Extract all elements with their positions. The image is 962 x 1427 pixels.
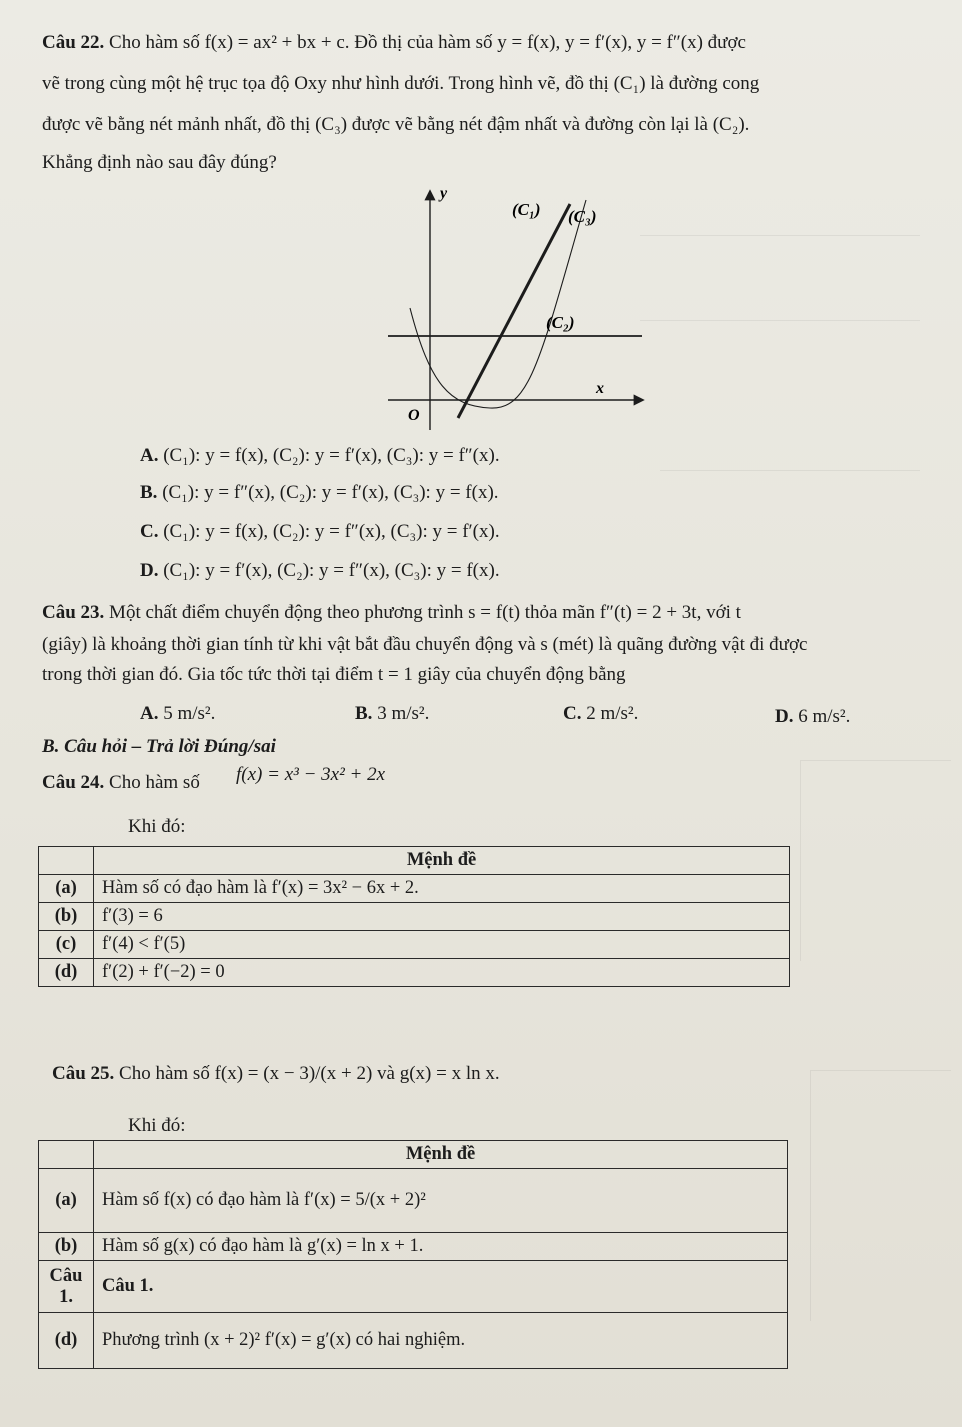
table-row[interactable] — [39, 875, 790, 903]
q22-option-a[interactable] — [140, 445, 500, 468]
q24-function: f(x) = x³ − 3x² + 2x — [236, 764, 386, 785]
c3-label: (C₃) — [568, 207, 597, 226]
table-row[interactable] — [39, 903, 790, 931]
option-text: 5 m/s². — [163, 703, 216, 724]
option-text: 3 m/s². — [377, 703, 430, 724]
q24-line1 — [42, 772, 200, 795]
y-axis-label: y — [440, 185, 448, 202]
option-label: C. — [563, 703, 582, 724]
q22-line1 — [42, 32, 746, 55]
row-text: Phương trình (x + 2)² f′(x) = g′(x) có hai nghiệm. — [94, 1313, 788, 1369]
x-axis-label: x — [596, 380, 604, 397]
row-text: f′(4) < f′(5) — [94, 931, 790, 959]
q24-khi-do: Khi đó: — [128, 816, 186, 837]
bleed-through-line — [810, 1070, 951, 1321]
table-row[interactable] — [39, 1233, 788, 1261]
q22-option-c[interactable] — [140, 521, 500, 544]
row-text: Hàm số có đạo hàm là f′(x) = 3x² − 6x + 2. — [94, 875, 790, 903]
q24-label: Câu 24. — [42, 772, 105, 793]
row-label: (b) — [39, 1233, 94, 1261]
q23-line3: trong thời gian đó. Gia tốc tức thời tại điểm t = 1 giây của chuyển động bằng — [42, 664, 626, 685]
table-header-blank — [39, 1141, 94, 1169]
option-text: (C₁): y = f(x), (C₂): y = f′(x), (C₃): y = f″(x). — [163, 445, 500, 466]
c1-label: (C₁) — [512, 200, 541, 219]
q23-text-1: Một chất điểm chuyển động theo phương trình s = f(t) thỏa mãn f″(t) = 2 + 3t, với t — [109, 602, 741, 623]
q22-option-b[interactable] — [140, 482, 499, 505]
table-header: Mệnh đề — [94, 1141, 788, 1169]
q23-option-d[interactable] — [775, 706, 850, 729]
q25-text-1: Cho hàm số f(x) = (x − 3)/(x + 2) và g(x) = x ln x. — [119, 1063, 500, 1084]
q24-intro: Cho hàm số — [109, 772, 200, 793]
row-label: (a) — [39, 1169, 94, 1233]
q23-line2: (giây) là khoảng thời gian tính từ khi vật bắt đầu chuyển động và s (mét) là quãng đường vật đi được — [42, 634, 808, 655]
c2-label: (C₂) — [546, 313, 575, 332]
q23-option-c[interactable] — [563, 703, 638, 726]
row-label: (c) — [39, 931, 94, 959]
q23-option-a[interactable] — [140, 703, 215, 726]
q25-label: Câu 25. — [52, 1063, 115, 1084]
option-label: A. — [140, 703, 159, 724]
q25-khi-do: Khi đó: — [128, 1115, 186, 1136]
option-label: A. — [140, 445, 159, 466]
row-label: Câu 1. — [39, 1261, 94, 1313]
row-label: (d) — [39, 959, 94, 987]
table-row[interactable] — [39, 1169, 788, 1233]
option-label: B. — [355, 703, 373, 724]
q24-table — [38, 846, 790, 987]
table-header-row — [39, 1141, 788, 1169]
curve-c3 — [458, 204, 570, 418]
bleed-through-line — [800, 760, 951, 961]
option-text: 6 m/s². — [798, 706, 851, 727]
q25-table — [38, 1140, 788, 1369]
option-label: D. — [140, 560, 159, 581]
q22-option-d[interactable] — [140, 560, 500, 583]
row-text: Câu 1. — [94, 1261, 788, 1313]
row-label: (a) — [39, 875, 94, 903]
option-label: B. — [140, 482, 158, 503]
option-text: 2 m/s². — [586, 703, 639, 724]
q22-graph — [380, 180, 650, 435]
q25-line1 — [52, 1063, 500, 1086]
option-text: (C₁): y = f′(x), (C₂): y = f″(x), (C₃): y = f(x). — [163, 560, 500, 581]
q23-label: Câu 23. — [42, 602, 105, 623]
table-header-blank — [39, 847, 94, 875]
option-text: (C₁): y = f(x), (C₂): y = f″(x), (C₃): y = f′(x). — [163, 521, 500, 542]
q22-label: Câu 22. — [42, 32, 105, 53]
q22-line3: được vẽ bằng nét mảnh nhất, đồ thị (C₃) được vẽ bằng nét đậm nhất và đường còn lại là (C₂). — [42, 114, 750, 135]
q22-text-1: Cho hàm số f(x) = ax² + bx + c. Đồ thị của hàm số y = f(x), y = f′(x), y = f″(x) được — [109, 32, 746, 53]
table-header: Mệnh đề — [94, 847, 790, 875]
row-label: (d) — [39, 1313, 94, 1369]
curve-c1 — [410, 200, 586, 408]
q23-line1 — [42, 602, 741, 625]
origin-label: O — [408, 407, 420, 424]
row-text: Hàm số f(x) có đạo hàm là f′(x) = 5/(x + 2)² — [94, 1169, 788, 1233]
row-text: f′(3) = 6 — [94, 903, 790, 931]
bleed-through-line — [660, 470, 920, 471]
option-text: (C₁): y = f″(x), (C₂): y = f′(x), (C₃): y = f(x). — [162, 482, 499, 503]
row-label: (b) — [39, 903, 94, 931]
row-text: Hàm số g(x) có đạo hàm là g′(x) = ln x + 1. — [94, 1233, 788, 1261]
table-header-row — [39, 847, 790, 875]
table-row[interactable] — [39, 1261, 788, 1313]
option-label: C. — [140, 521, 159, 542]
bleed-through-line — [640, 235, 920, 236]
row-text: f′(2) + f′(−2) = 0 — [94, 959, 790, 987]
section-b-heading: B. Câu hỏi – Trả lời Đúng/sai — [42, 736, 276, 757]
table-row[interactable] — [39, 959, 790, 987]
bleed-through-line — [640, 320, 920, 321]
q22-line2: vẽ trong cùng một hệ trục tọa độ Oxy như hình dưới. Trong hình vẽ, đồ thị (C₁) là đường cong — [42, 73, 760, 94]
q23-option-b[interactable] — [355, 703, 429, 726]
table-row[interactable] — [39, 931, 790, 959]
option-label: D. — [775, 706, 794, 727]
table-row[interactable] — [39, 1313, 788, 1369]
q22-line4: Khẳng định nào sau đây đúng? — [42, 152, 277, 173]
